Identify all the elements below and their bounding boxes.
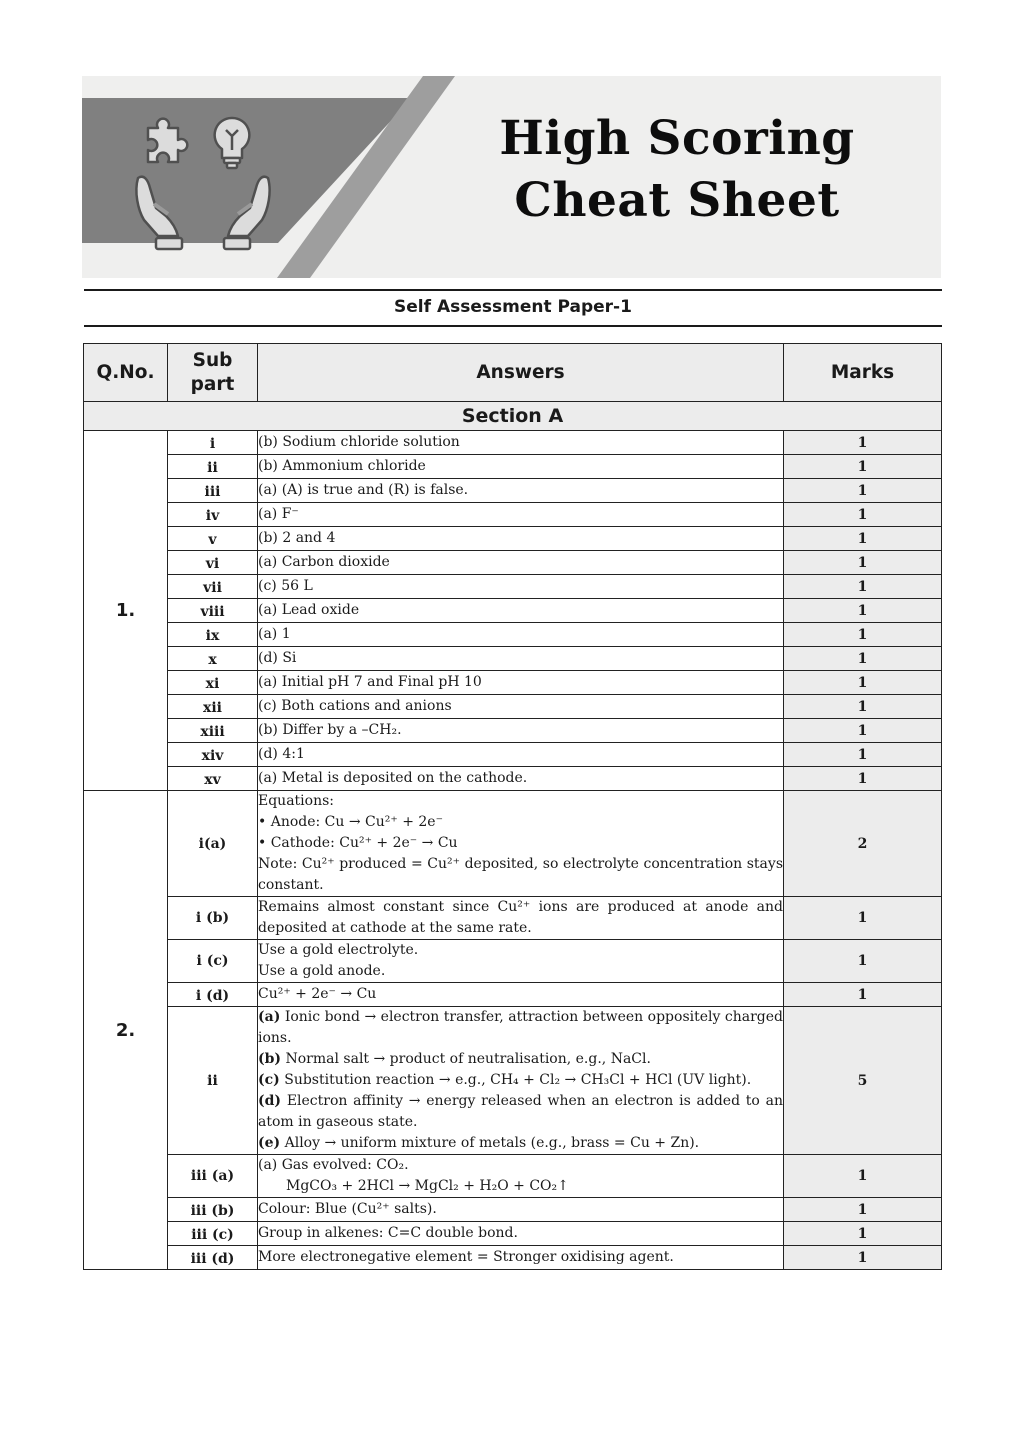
table-row <box>84 647 942 671</box>
section-title: Section A <box>84 402 942 431</box>
subpart-cell: xi <box>168 671 258 695</box>
marks-cell: 1 <box>784 767 942 791</box>
marks-cell: 1 <box>784 743 942 767</box>
answer-item-label: (b) <box>258 1051 282 1067</box>
answer-line: • Cathode: Cu²⁺ + 2e⁻ → Cu <box>258 835 458 851</box>
answer-cell <box>258 671 784 695</box>
marks-cell: 1 <box>784 575 942 599</box>
table-row <box>84 1155 942 1198</box>
table-row <box>84 719 942 743</box>
subpart-cell: xiii <box>168 719 258 743</box>
header-subpart <box>168 344 258 402</box>
page-title <box>482 108 872 232</box>
answer-cell <box>258 1007 784 1155</box>
subpart-cell: vi <box>168 551 258 575</box>
answer-cell <box>258 647 784 671</box>
table-row <box>84 1222 942 1246</box>
answer-item <box>258 1070 783 1091</box>
answer-line: MgCO₃ + 2HCl → MgCl₂ + H₂O + CO₂↑ <box>286 1178 569 1194</box>
table-row <box>84 743 942 767</box>
answer-item-label: (a) <box>258 1009 281 1025</box>
answer-cell <box>258 791 784 897</box>
marks-cell: 1 <box>784 503 942 527</box>
title-line-1: High Scoring <box>499 111 855 166</box>
header-subpart-line1: Sub <box>192 349 233 371</box>
subpart-cell: xii <box>168 695 258 719</box>
paper-title: Self Assessment Paper-1 <box>394 297 632 317</box>
subpart-cell: iii <box>168 479 258 503</box>
top-divider <box>84 289 942 291</box>
marks-cell: 1 <box>784 431 942 455</box>
answer-cell <box>258 1198 784 1222</box>
answer-item <box>258 1133 783 1154</box>
subpart-cell: vii <box>168 575 258 599</box>
marks-cell: 1 <box>784 671 942 695</box>
table-row <box>84 1198 942 1222</box>
subpart-cell: iii (d) <box>168 1246 258 1270</box>
table-row <box>84 599 942 623</box>
answer-item-label: (d) <box>258 1093 282 1109</box>
marks-cell: 1 <box>784 1198 942 1222</box>
header-banner <box>82 76 941 278</box>
answer-line: Use a gold anode. <box>258 963 386 979</box>
table-row <box>84 1007 942 1155</box>
marks-cell: 1 <box>784 695 942 719</box>
title-line-2: Cheat Sheet <box>514 173 840 228</box>
answer-text: (a) F⁻ <box>258 506 299 522</box>
header-marks: Marks <box>784 344 942 402</box>
left-hand-icon <box>136 177 182 249</box>
answer-text: (b) Ammonium chloride <box>258 458 426 474</box>
marks-cell: 5 <box>784 1007 942 1155</box>
subpart-cell: ii <box>168 455 258 479</box>
answer-line: Note: Cu²⁺ produced = Cu²⁺ deposited, so electrolyte concentration stays constant. <box>258 856 783 893</box>
banner-icon-group <box>132 116 272 256</box>
marks-cell: 1 <box>784 479 942 503</box>
answer-text: (a) 1 <box>258 626 291 642</box>
table-row <box>84 897 942 940</box>
header-subpart-line2: part <box>190 373 235 395</box>
answer-cell <box>258 503 784 527</box>
table-row <box>84 431 942 455</box>
subpart-cell: ix <box>168 623 258 647</box>
subpart-cell: v <box>168 527 258 551</box>
marks-cell: 1 <box>784 940 942 983</box>
answer-item-text: Alloy → uniform mixture of metals (e.g., brass = Cu + Zn). <box>280 1135 700 1151</box>
answer-line: Cu²⁺ + 2e⁻ → Cu <box>258 986 377 1002</box>
table-row <box>84 575 942 599</box>
answer-item-text: Electron affinity → energy released when an electron is added to an atom in gaseous state. <box>258 1093 783 1130</box>
marks-cell: 2 <box>784 791 942 897</box>
lightbulb-icon <box>215 118 250 168</box>
table-row <box>84 695 942 719</box>
table-row <box>84 623 942 647</box>
header-qno: Q.No. <box>84 344 168 402</box>
answer-item <box>258 1007 783 1049</box>
question-number: 2. <box>84 791 168 1270</box>
section-row <box>84 402 942 431</box>
answers-table <box>83 343 942 1270</box>
marks-cell: 1 <box>784 1222 942 1246</box>
subpart-cell: x <box>168 647 258 671</box>
answer-cell <box>258 575 784 599</box>
answer-line: Equations: <box>258 793 334 809</box>
table-row <box>84 940 942 983</box>
answer-cell <box>258 695 784 719</box>
table-header-row <box>84 344 942 402</box>
answer-cell <box>258 527 784 551</box>
answer-text: (c) 56 L <box>258 578 313 594</box>
bottom-divider <box>84 325 942 327</box>
marks-cell: 1 <box>784 647 942 671</box>
table-row <box>84 1246 942 1270</box>
marks-cell: 1 <box>784 983 942 1007</box>
answer-item-label: (e) <box>258 1135 281 1151</box>
marks-cell: 1 <box>784 551 942 575</box>
answer-line: Colour: Blue (Cu²⁺ salts). <box>258 1201 437 1217</box>
table-row <box>84 455 942 479</box>
answer-text: (b) Sodium chloride solution <box>258 434 460 450</box>
answer-cell <box>258 940 784 983</box>
answer-cell <box>258 743 784 767</box>
subpart-cell: i (c) <box>168 940 258 983</box>
table-row <box>84 479 942 503</box>
answer-text: (a) Initial pH 7 and Final pH 10 <box>258 674 482 690</box>
answer-cell <box>258 1155 784 1198</box>
table-row <box>84 671 942 695</box>
answer-text: (c) Both cations and anions <box>258 698 452 714</box>
subpart-cell: i (b) <box>168 897 258 940</box>
answer-cell <box>258 1222 784 1246</box>
subpart-cell: i(a) <box>168 791 258 897</box>
answer-item-text: Normal salt → product of neutralisation, e.g., NaCl. <box>281 1051 651 1067</box>
right-hand-icon <box>224 177 270 249</box>
answer-text: (d) Si <box>258 650 297 666</box>
table-row <box>84 791 942 897</box>
marks-cell: 1 <box>784 527 942 551</box>
answer-text: (a) Lead oxide <box>258 602 360 618</box>
marks-cell: 1 <box>784 1246 942 1270</box>
marks-cell: 1 <box>784 455 942 479</box>
answer-line: More electronegative element = Stronger oxidising agent. <box>258 1249 674 1265</box>
marks-cell: 1 <box>784 623 942 647</box>
subpart-cell: iii (a) <box>168 1155 258 1198</box>
answer-text: (a) Carbon dioxide <box>258 554 390 570</box>
table-row <box>84 527 942 551</box>
marks-cell: 1 <box>784 719 942 743</box>
table-row <box>84 767 942 791</box>
marks-cell: 1 <box>784 599 942 623</box>
subpart-cell: iv <box>168 503 258 527</box>
answer-text: (d) 4:1 <box>258 746 305 762</box>
answer-cell <box>258 767 784 791</box>
marks-cell: 1 <box>784 897 942 940</box>
answer-item <box>258 1091 783 1133</box>
subpart-cell: xv <box>168 767 258 791</box>
answer-item-label: (c) <box>258 1072 280 1088</box>
answer-line: Group in alkenes: C=C double bond. <box>258 1225 518 1241</box>
answer-cell <box>258 623 784 647</box>
table-row <box>84 551 942 575</box>
subpart-cell: viii <box>168 599 258 623</box>
answer-cell <box>258 551 784 575</box>
answer-text: (a) (A) is true and (R) is false. <box>258 482 469 498</box>
answer-cell <box>258 897 784 940</box>
answer-text: (a) Metal is deposited on the cathode. <box>258 770 528 786</box>
answer-cell <box>258 455 784 479</box>
answer-item-text: Ionic bond → electron transfer, attraction between oppositely charged ions. <box>258 1009 783 1046</box>
header-answers: Answers <box>258 344 784 402</box>
answer-cell <box>258 431 784 455</box>
answer-text: (b) Differ by a –CH₂. <box>258 722 402 738</box>
marks-cell: 1 <box>784 1155 942 1198</box>
answer-text: (b) 2 and 4 <box>258 530 336 546</box>
table-row <box>84 983 942 1007</box>
subpart-cell: iii (b) <box>168 1198 258 1222</box>
answer-cell <box>258 719 784 743</box>
subpart-cell: ii <box>168 1007 258 1155</box>
answer-line: • Anode: Cu → Cu²⁺ + 2e⁻ <box>258 814 443 830</box>
answer-item-text: Substitution reaction → e.g., CH₄ + Cl₂ → CH₃Cl + HCl (UV light). <box>279 1072 752 1088</box>
answer-line: Use a gold electrolyte. <box>258 942 419 958</box>
puzzle-icon <box>148 119 187 162</box>
question-number: 1. <box>84 431 168 791</box>
subpart-cell: iii (c) <box>168 1222 258 1246</box>
answer-line: (a) Gas evolved: CO₂. <box>258 1157 409 1173</box>
answer-cell <box>258 479 784 503</box>
subpart-cell: xiv <box>168 743 258 767</box>
table-row <box>84 503 942 527</box>
answer-cell <box>258 983 784 1007</box>
answer-cell <box>258 1246 784 1270</box>
subpart-cell: i (d) <box>168 983 258 1007</box>
subpart-cell: i <box>168 431 258 455</box>
answer-cell <box>258 599 784 623</box>
answer-line: Remains almost constant since Cu²⁺ ions are produced at anode and deposited at cathode at the same rate. <box>258 899 783 936</box>
answer-item <box>258 1049 783 1070</box>
